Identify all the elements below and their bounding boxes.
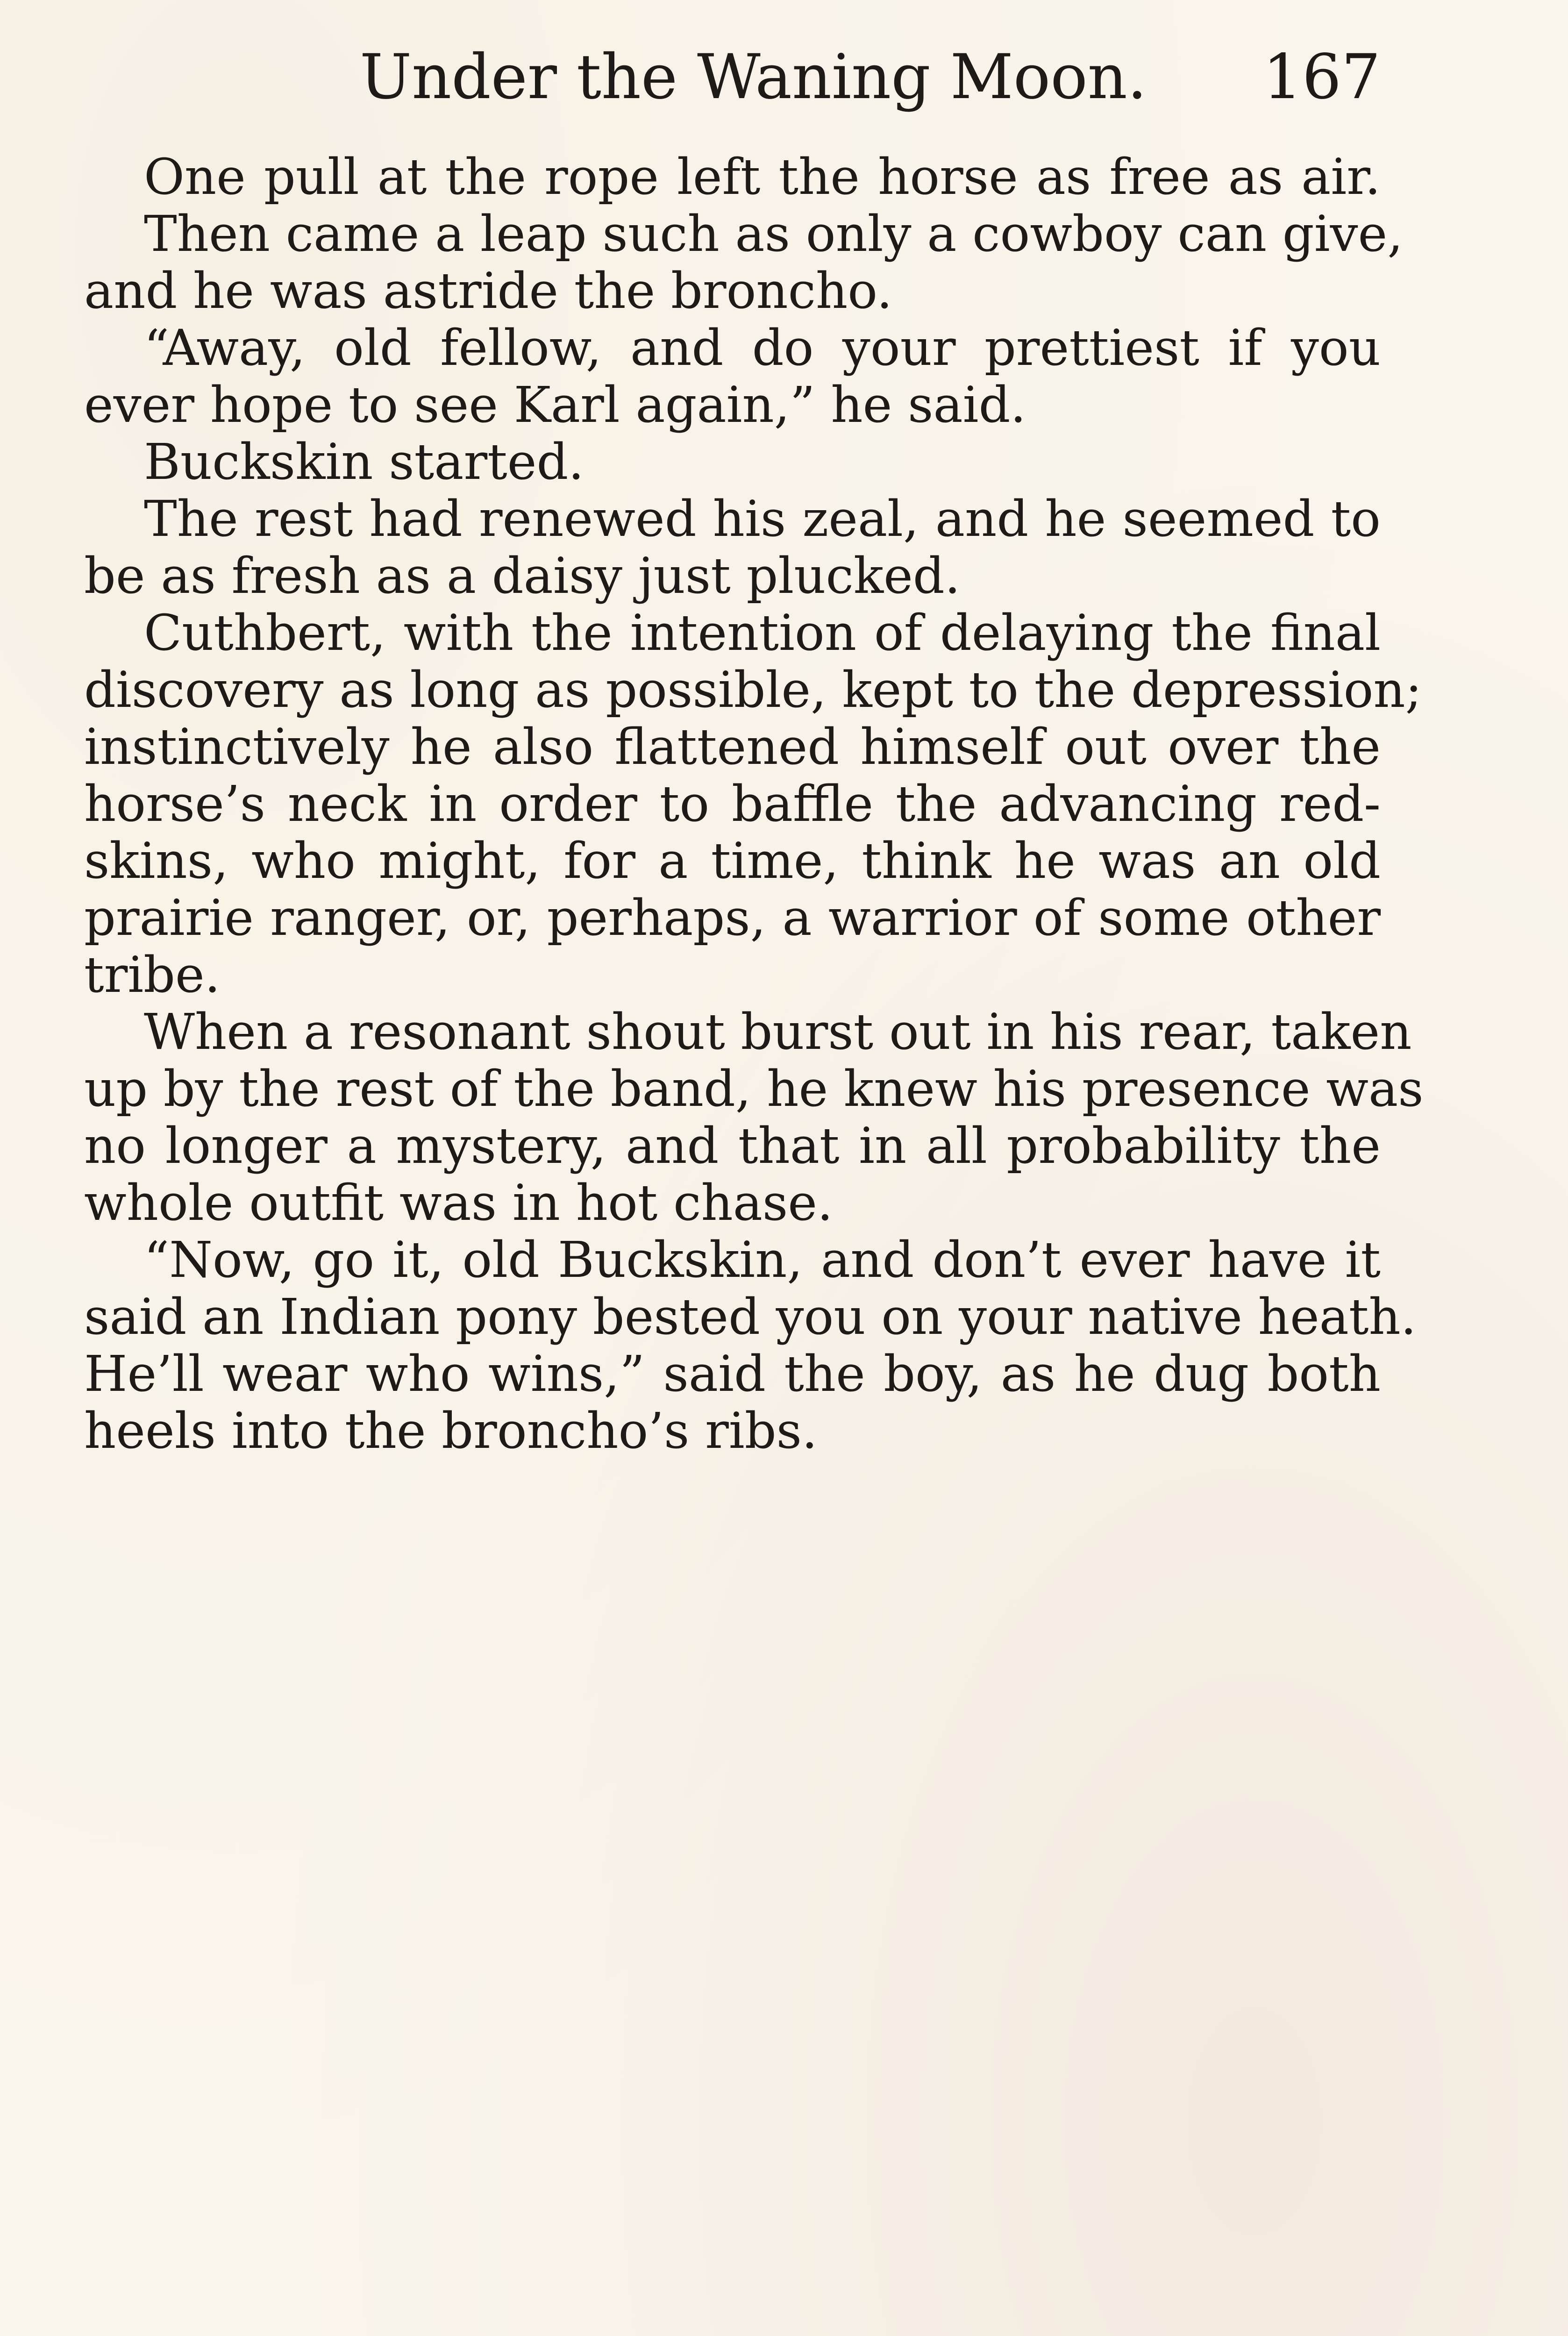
text-line: One pull at the rope left the horse as free as air. <box>144 148 1381 206</box>
running-head <box>84 42 1381 112</box>
text-line: He’ll wear who wins,” said the boy, as he dug both <box>84 1345 1381 1403</box>
text-line: instinctively he also flattened himself out over the <box>84 718 1381 776</box>
text-line: up by the rest of the band, he knew his presence was <box>84 1060 1424 1118</box>
text-line: Cuthbert, with the intention of delaying the final <box>144 604 1381 662</box>
text-line: “Now, go it, old Buckskin, and don’t ever have it <box>144 1231 1381 1289</box>
text-line: The rest had renewed his zeal, and he seemed to <box>144 490 1381 548</box>
page-number: 167 <box>1263 41 1381 113</box>
text-line: heels into the broncho’s ribs. <box>84 1402 818 1460</box>
text-line: be as fresh as a daisy just plucked. <box>84 547 961 605</box>
text-line: no longer a mystery, and that in all probability the <box>84 1117 1381 1175</box>
text-line: discovery as long as possible, kept to the depression; <box>84 661 1422 719</box>
text-line: Buckskin started. <box>144 433 584 491</box>
body-text <box>84 148 1424 1460</box>
text-line: prairie ranger, or, perhaps, a warrior of some other <box>84 889 1381 947</box>
text-line: tribe. <box>84 946 221 1004</box>
text-line: horse’s neck in order to baffle the advancing red- <box>84 775 1381 833</box>
text-line: “Away, old fellow, and do your prettiest if you <box>144 319 1381 377</box>
running-title: Under the Waning Moon. <box>360 41 1147 113</box>
text-line: Then came a leap such as only a cowboy can give, <box>144 205 1403 263</box>
text-line: skins, who might, for a time, think he was an old <box>84 832 1381 890</box>
text-line: When a resonant shout burst out in his rear, taken <box>144 1003 1412 1061</box>
text-line: whole outfit was in hot chase. <box>84 1174 833 1232</box>
text-line: ever hope to see Karl again,” he said. <box>84 376 1026 434</box>
text-line: said an Indian pony bested you on your native heath. <box>84 1288 1417 1346</box>
text-line: and he was astride the broncho. <box>84 262 892 320</box>
